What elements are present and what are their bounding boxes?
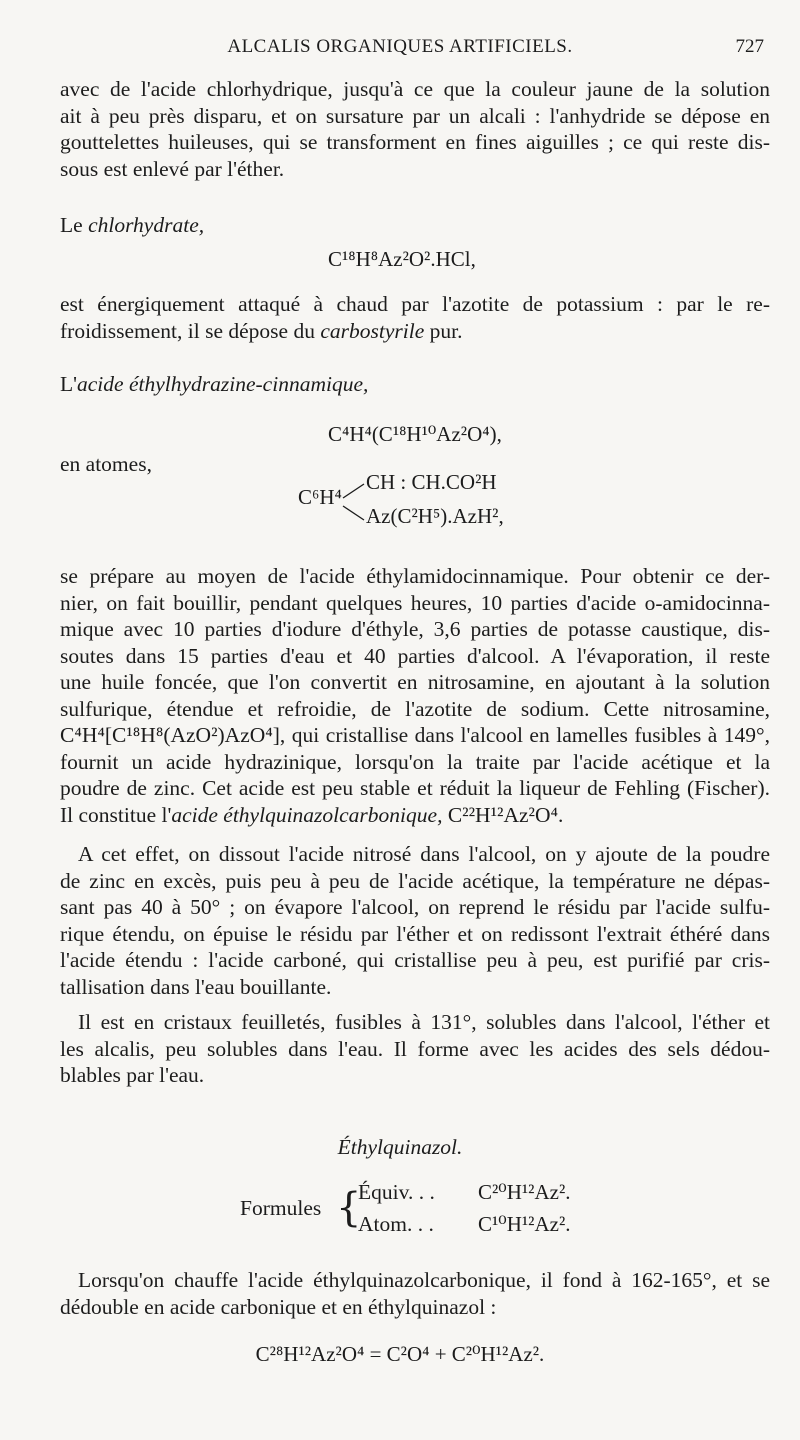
text-line: se prépare au moyen de l'acide éthylamidocinnamique. Pour obtenir ce der- — [60, 564, 770, 588]
text-line: C⁴H⁴[C¹⁸H⁸(AzO²)AzO⁴], qui cristallise dans l'alcool en lamelles fusibles à 149°, — [60, 723, 770, 747]
atom-formula: C¹⁰H¹²Az². — [478, 1212, 571, 1236]
text-line: l'acide étendu : l'acide carboné, qui cristallise peu à peu, est purifié par cris- — [60, 948, 770, 972]
text-line: avec de l'acide chlorhydrique, jusqu'à ce que la couleur jaune de la solution — [60, 77, 770, 101]
equiv-formula: C²⁰H¹²Az². — [478, 1180, 571, 1204]
paragraph-6 — [60, 1267, 770, 1320]
section-title-text: Éthylquinazol. — [337, 1135, 463, 1159]
text-segment: Il constitue l' — [60, 802, 172, 827]
formulas-label: Formules — [240, 1196, 322, 1220]
atom-label: Atom. . . — [358, 1212, 434, 1236]
text-segment: froidissement, il se dépose du — [60, 318, 315, 343]
formula-top-branch: CH : CH.CO²H — [366, 470, 497, 494]
text-line: A cet effet, on dissout l'acide nitrosé dans l'alcool, on y ajoute de la poudre — [78, 842, 770, 866]
text-line: nier, on fait bouillir, pendant quelques heures, 10 parties d'acide o-amidocinna- — [60, 590, 770, 615]
text-line: mique avec 10 parties d'iodure d'éthyle, 3,6 parties de potasse caustique, dis- — [60, 617, 770, 641]
paragraph-1 — [60, 76, 770, 182]
text-line: tallisation dans l'eau bouillante. — [60, 974, 332, 999]
text-line: de zinc en excès, puis peu à peu de l'acide acétique, la température ne dépas- — [60, 868, 770, 893]
acid-formula: C⁴H⁴(C¹⁸H¹⁰Az²O⁴), — [328, 422, 502, 446]
text-line: gouttelettes huileuses, qui se transforment en fines aiguilles ; ce qui reste dis- — [60, 130, 770, 154]
paragraph-5 — [60, 1009, 770, 1089]
text-line: Lorsqu'on chauffe l'acide éthylquinazolcarbonique, il fond à 162-165°, et se — [78, 1268, 770, 1292]
acid-heading-prefix: L' — [60, 372, 78, 396]
carbostyrile-term: carbostyrile — [320, 318, 425, 343]
intro-prefix: Le — [60, 213, 83, 237]
text-line: soutes dans 15 parties d'eau et 40 parties d'alcool. A l'évaporation, il reste — [60, 643, 770, 668]
decomposition-equation: C²⁸H¹²Az²O⁴ = C²O⁴ + C²⁰H¹²Az². — [255, 1342, 545, 1366]
text-line — [60, 802, 770, 829]
text-line: est énergiquement attaqué à chaud par l'azotite de potassium : par le re- — [60, 292, 770, 316]
acid-heading-italic: acide éthylhydrazine-cinnamique, — [77, 372, 369, 396]
acid-heading — [60, 372, 368, 397]
chlorhydrate-formula: C¹⁸H⁸Az²O².HCl, — [328, 247, 476, 271]
formula-bottom-branch: Az(C²H⁵).AzH², — [366, 504, 504, 528]
atoms-label: en atomes, — [60, 452, 152, 476]
acid-name-italic: acide éthylquinazolcarbonique, — [171, 802, 443, 827]
text-line: les alcalis, peu solubles dans l'eau. Il forme avec les acides des sels dédou- — [60, 1036, 770, 1061]
formula-base: C⁶H⁴ — [298, 485, 342, 509]
page-number: 727 — [735, 36, 764, 57]
text-line — [60, 318, 770, 345]
section-title — [0, 1135, 800, 1160]
text-line: ait à peu près disparu, et on sursature par un alcali : l'anhydride se dépose en — [60, 103, 770, 128]
text-line: blables par l'eau. — [60, 1063, 205, 1087]
paragraph-3 — [60, 563, 770, 828]
text-line: sulfurique, étendue et refroidie, de l'azotite de sodium. Cette nitrosamine, — [60, 696, 770, 721]
intro-italic: chlorhydrate, — [88, 213, 205, 237]
formulas-block — [240, 1178, 580, 1244]
text-line: rique étendu, on épuise le résidu par l'éther et on redissont l'extrait éthéré dans — [60, 921, 770, 946]
acid-formula-inline: C²²H¹²Az²O⁴. — [447, 802, 564, 827]
text-line: dédouble en acide carbonique et en éthylquinazol : — [60, 1294, 497, 1319]
text-line: Il est en cristaux feuilletés, fusibles à 131°, solubles dans l'alcool, l'éther et — [78, 1010, 770, 1034]
text-line: poudre de zinc. Cet acide est peu stable et réduit la liqueur de Fehling (Fischer). — [60, 776, 770, 800]
text-line: sous est enlevé par l'éther. — [60, 156, 285, 181]
curly-brace: { — [336, 1185, 362, 1231]
text-line: une huile foncée, que l'on convertit en nitrosamine, en ajoutant à la solution — [60, 670, 770, 694]
running-header-title: ALCALIS ORGANIQUES ARTIFICIELS. — [227, 36, 573, 57]
chlorhydrate-intro — [60, 213, 204, 238]
text-line: fournit un acide hydrazinique, lorsqu'on la traite par l'acide acétique et la — [60, 749, 770, 774]
structural-formula — [298, 470, 548, 536]
paragraph-4 — [60, 841, 770, 1000]
paragraph-2 — [60, 291, 770, 344]
equiv-label: Équiv. . . — [358, 1180, 435, 1204]
text-segment: pur. — [429, 318, 463, 343]
text-line: sant pas 40 à 50° ; on évapore l'alcool, on reprend le résidu par l'acide sulfu- — [60, 895, 770, 919]
